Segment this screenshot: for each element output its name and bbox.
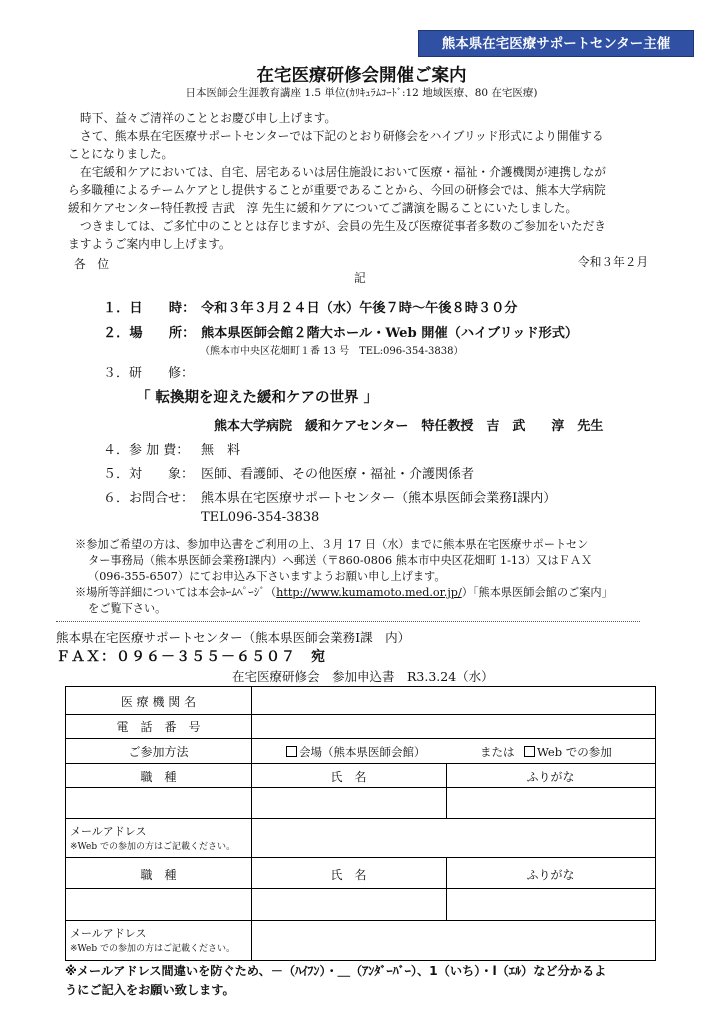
row-divider [66,857,655,858]
ki-mark: 記 [354,271,366,285]
contact-tel: TEL096-354-3838 [201,510,320,525]
col-name-1: 氏 名 [330,770,367,784]
contact-value: 熊本県在宅医療サポートセンター（熊本県医師会業務Ⅰ課内） [201,491,557,506]
email-label-2: メールアドレス [70,927,147,940]
place-value: 熊本県医師会館２階大ホール・Web 開催（ハイブリッド形式） [201,326,579,341]
letter-line-1: 時下、益々ご清祥のこととお慶び申し上げます。 [80,111,337,125]
row-divider [66,763,655,764]
note-line-4-post: ）「熊本県医師会館のご案内」 [461,586,613,599]
note-line-3: （096-355-6507）にてお申込み下さいますようお願い申し上げます。 [88,570,446,583]
addressee: 各 位 [74,257,110,271]
col-furigana-2: ふりがな [526,868,575,882]
note-line-1: ※参加ご希望の方は、参加申込書をご利用の上、３月 17 日（水）までに熊本県在宅医療サポートセン [75,538,589,551]
row-divider [66,738,655,739]
letter-line-5: ら多職種によるチームケアとし提供することが重要であることから、今回の研修会では、熊本大学病院 [68,183,606,197]
web-checkbox[interactable] [524,746,535,757]
letter-date: 令和３年２月 [578,255,649,269]
target-value: 医師、看護師、その他医療・福祉・介護関係者 [201,467,475,482]
furigana-input-1[interactable] [447,788,654,818]
phone-label: 電 話 番 号 [116,720,201,734]
application-form-table [65,686,656,961]
email-input-2[interactable] [252,921,654,959]
or-text: または [480,745,515,759]
footer-line-1: ※メールアドレス間違いを防ぐため、－（ﾊｲﾌﾝ）・＿（ｱﾝﾀﾞｰﾊﾞｰ）、1（いち）・l（ｴﾙ）など分かるよ [65,964,607,978]
contact-label: ６．お問合せ： [103,491,195,506]
note-line-4 [75,584,613,600]
institution-input[interactable] [252,688,654,714]
email-note-2: ※Web での参加の方はご記載ください。 [70,944,236,954]
footer-note [65,962,665,1000]
note-line-4-pre: ※場所等詳細については本会ﾎｰﾑﾍﾟｰｼﾞ（ [75,586,277,599]
name-input-2[interactable] [252,889,446,920]
letter-line-3: ことになりました。 [68,147,174,161]
institution-label: 医 療 機 関 名 [120,695,197,709]
place-address: （熊本市中央区花畑町１番 13 号 TEL:096-354-3838） [200,346,464,357]
cut-line [56,621,640,622]
occupation-input-1[interactable] [66,788,251,818]
col-occupation-1: 職 種 [140,770,177,784]
note-line-2: ター事務局（熊本県医師会業務Ⅰ課内）へ郵送（〒860-0806 熊本市中央区花畑町 1-13）又はＦＡＸ [88,554,593,567]
form-title: 在宅医療研修会 参加申込書 R3.3.24（水） [232,669,494,684]
option-venue[interactable] [286,744,426,760]
lecturer: 熊本大学病院 緩和ケアセンター 特任教授 吉 武 淳 先生 [214,419,604,434]
letter-line-4: 在宅緩和ケアにおいては、自宅、居宅あるいは居住施設において医療・福祉・介護機関が連携しなが [80,165,606,179]
target-label: ５．対 象： [103,467,195,482]
fee-label: ４．参 加 費： [103,443,190,458]
occupation-input-2[interactable] [66,889,251,920]
lecture-title: 「 転換期を迎えた緩和ケアの世界 」 [136,390,379,406]
footer-line-2: うにご記入をお願い致します。 [65,983,235,997]
place-label: ２．場 所： [103,326,196,341]
credit-line: 日本医師会生涯教育講座 1.5 単位(ｶﾘｷｭﾗﾑｺｰﾄﾞ:12 地域医療、80 在宅医療) [185,87,538,99]
note-line-5: をご覧下さい。 [88,602,167,615]
method-label: ご参加方法 [128,745,189,759]
letter-line-8: ますようご案内申し上げます。 [68,237,231,251]
phone-input[interactable] [252,715,654,738]
letter-line-6: 緩和ケアセンター特任教授 吉武 淳 先生に緩和ケアについてご講演を賜ることにいたしました。 [68,201,578,215]
training-label: ３．研 修： [103,366,195,381]
col-name-2: 氏 名 [330,868,367,882]
col-furigana-1: ふりがな [526,770,575,784]
option-venue-label: 会場（熊本県医師会館） [299,745,426,759]
document-title: 在宅医療研修会開催ご案内 [256,66,467,86]
datetime-label: １．日 時： [103,301,196,316]
datetime-value: 令和３年３月２４日（水）午後７時～午後８時３０分 [201,301,518,316]
letter-line-7: つきましては、ご多忙中のこととは存じますが、会員の先生及び医療従事者多数のご参加をいただき [80,219,606,233]
letter-line-2: さて、熊本県在宅医療サポートセンターでは下記のとおり研修会をハイブリッド形式により開催する [80,129,604,143]
email-input-1[interactable] [252,819,654,857]
organizer-badge: 熊本県在宅医療サポートセンター主催 [418,30,694,57]
email-note-1: ※Web での参加の方はご記載ください。 [70,842,236,852]
form-fax-number: ＦＡＸ：０９６－３５５－６５０７ 宛 [56,649,326,665]
fee-value: 無 料 [201,443,241,458]
email-label-1: メールアドレス [70,825,147,838]
homepage-link[interactable]: http://www.kumamoto.med.or.jp/ [276,586,462,599]
option-web[interactable] [524,744,612,760]
name-input-1[interactable] [252,788,446,818]
col-occupation-2: 職 種 [140,868,177,882]
furigana-input-2[interactable] [447,889,654,920]
venue-checkbox[interactable] [286,746,297,757]
form-recipient: 熊本県在宅医療サポートセンター（熊本県医師会業務Ⅰ課 内） [56,630,411,645]
option-web-label: Web での参加 [537,745,612,759]
